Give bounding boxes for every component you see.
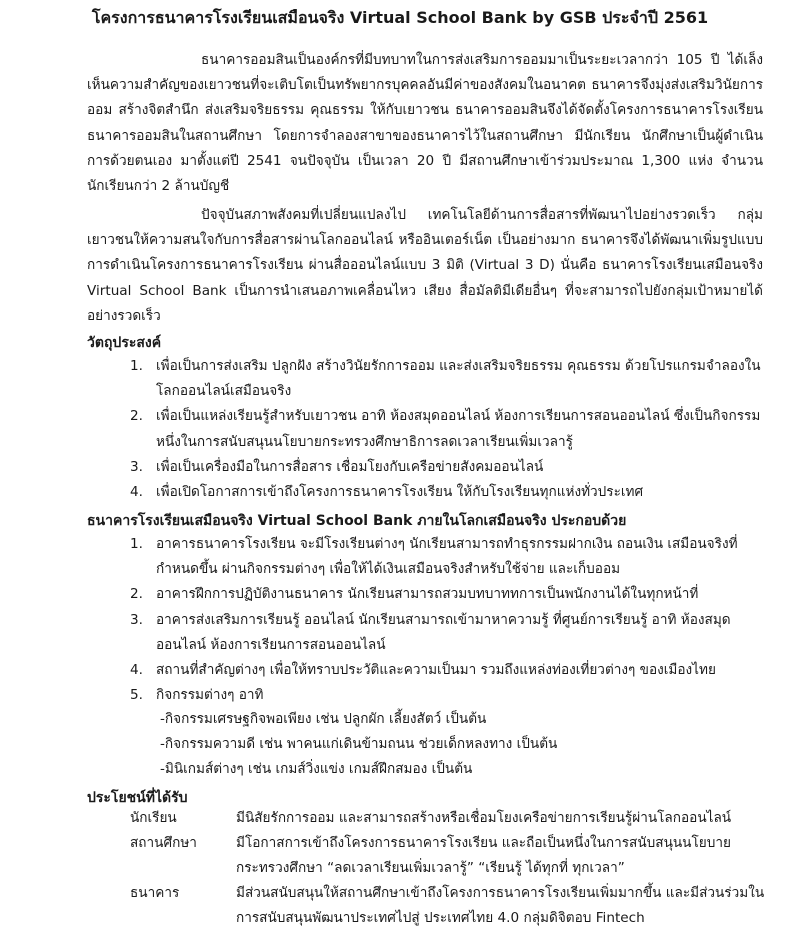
item-text: เพื่อเปิดโอกาสการเข้าถึงโครงการธนาคารโรงเรียน ให้กับโรงเรียนทุกแห่งทั่วประเทศ <box>156 484 644 501</box>
item-number: 5. <box>130 687 143 704</box>
item-number: 1. <box>130 536 143 552</box>
activity-sub-item: -กิจกรรมเศรษฐกิจพอเพียง เช่น ปลูกผัก เลี้ยงสัตว์ เป็นต้น <box>160 711 487 727</box>
item-number: 1. <box>130 358 143 374</box>
item-number: 3. <box>130 458 143 475</box>
benefit-text: มีโอกาสการเข้าถึงโครงการธนาคารโรงเรียน และถือเป็นหนึ่งในการสนับสนุนนโยบายกระทรวงศึกษา “ลดเวลาเรียนเพิ่มเวลารู้” “เรียนรู้ ได้ทุกที่ ทุกเวลา” <box>236 835 731 877</box>
item-text: เพื่อเป็นแหล่งเรียนรู้สำหรับเยาวชน อาทิ ห้องสมุดออนไลน์ ห้องการเรียนการสอนออนไลน์ ซึ่งเป็นกิจกรรมหนึ่งในการสนับสนุนนโยบายกระทรวงศึกษาธิการลดเวลาเรียนเพิ่มเวลารู้ <box>156 408 761 450</box>
list-item <box>130 658 770 683</box>
components-list <box>130 532 770 708</box>
item-text: อาคารธนาคารโรงเรียน จะมีโรงเรียนต่างๆ นักเรียนสามารถทำธุรกรรมฝากเงิน ถอนเงิน เสมือนจริงที่กำหนดขึ้น ผ่านกิจกรรมต่างๆ เพื่อให้ได้เงินเสมือนจริงสำหรับใช้จ่าย และเก็บออม <box>156 536 738 578</box>
activity-sub-item: -มินิเกมส์ต่างๆ เช่น เกมส์วิ่งแข่ง เกมส์ฝึกสมอง เป็นต้น <box>160 761 473 777</box>
list-item <box>130 532 770 582</box>
intro-paragraph-1 <box>87 48 763 199</box>
activity-sub-item: -กิจกรรมความดี เช่น พาคนแก่เดินข้ามถนน ช่วยเด็กหลงทาง เป็นต้น <box>160 736 558 752</box>
document-title: โครงการธนาคารโรงเรียนเสมือนจริง Virtual School Bank by GSB ประจำปี 2561 <box>91 8 709 27</box>
item-number: 4. <box>130 662 143 679</box>
item-text: เพื่อเป็นการส่งเสริม ปลูกฝัง สร้างวินัยรักการออม และส่งเสริมจริยธรรม คุณธรรม ด้วยโปรแกรมจำลองในโลกออนไลน์เสมือนจริง <box>156 358 761 400</box>
list-item <box>130 480 770 505</box>
list-item <box>130 608 770 658</box>
item-number: 2. <box>130 408 143 425</box>
item-number: 4. <box>130 484 143 501</box>
item-number: 2. <box>130 586 143 603</box>
benefit-text: มีส่วนสนับสนุนให้สถานศึกษาเข้าถึงโครงการธนาคารโรงเรียนเพิ่มมากขึ้น และมีส่วนร่วมในการสนับสนุนพัฒนาประเทศไปสู่ ประเทศไทย 4.0 กลุ่มดิจิตอบ Fintech <box>236 885 765 927</box>
list-item <box>130 683 770 708</box>
item-text: เพื่อเป็นเครื่องมือในการสื่อสาร เชื่อมโยงกับเครือข่ายสังคมออนไลน์ <box>156 458 544 475</box>
objectives-list <box>130 354 770 505</box>
item-text: อาคารฝึกการปฏิบัติงานธนาคาร นักเรียนสามารถสวมบทบาททการเป็นพนักงานได้ในทุกหน้าที่ <box>156 586 699 603</box>
list-item <box>130 582 770 607</box>
benefit-key: สถานศึกษา <box>130 835 197 851</box>
benefit-text: มีนิสัยรักการออม และสามารถสร้างหรือเชื่อมโยงเครือข่ายการเรียนรู้ผ่านโลกออนไลน์ <box>236 810 732 826</box>
benefits-heading: ประโยชน์ที่ได้รับ <box>87 790 188 806</box>
components-heading: ธนาคารโรงเรียนเสมือนจริง Virtual School Bank ภายในโลกเสมือนจริง ประกอบด้วย <box>87 513 627 529</box>
benefit-row-school <box>130 831 770 881</box>
intro-paragraph-2-text: ปัจจุบันสภาพสังคมที่เปลี่ยนแปลงไป เทคโนโลยีด้านการสื่อสารที่พัฒนาไปอย่างรวดเร็ว กลุ่มเยาวชนให้ความสนใจกับการสื่อสารผ่านโลกออนไลน์ หรืออินเตอร์เน็ต เป็นอย่างมาก ธนาคารจึงได้พัฒนาเพิ่มรูปแบบการดำเนินโครงการธนาคารโรงเรียน ผ่านสื่อออนไลน์แบบ 3 มิติ (Virtual 3 D) นั่นคือ ธนาคารโรงเรียนเสมือนจริง Virtual School Bank เป็นการนำเสนอภาพเคลื่อนไหว เสียง สื่อมัลติมีเดียอื่นๆ ที่จะสามารถไปยังกลุ่มเป้าหมายได้อย่างรวดเร็ว <box>87 207 763 324</box>
list-item <box>130 455 770 480</box>
item-text: กิจกรรมต่างๆ อาทิ <box>156 687 264 704</box>
benefit-key: นักเรียน <box>130 810 177 826</box>
benefit-row-student <box>130 806 770 831</box>
item-text: อาคารส่งเสริมการเรียนรู้ ออนไลน์ นักเรียนสามารถเข้ามาหาความรู้ ที่ศูนย์การเรียนรู้ อาทิ ห้องสมุดออนไลน์ ห้องการเรียนการสอนออนไลน์ <box>156 611 731 653</box>
intro-paragraph-2 <box>87 203 763 329</box>
item-number: 3. <box>130 611 143 628</box>
benefit-row-bank <box>130 881 770 931</box>
intro-paragraph-1-text: ธนาคารออมสินเป็นองค์กรที่มีบทบาทในการส่งเสริมการออมมาเป็นระยะเวลากว่า 105 ปี ได้เล็งเห็นความสำคัญของเยาวชนที่จะเติบโตเป็นทรัพยากรบุคคลอันมีค่าของสังคมในอนาคต ธนาคารจึงมุ่งส่งเสริมวินัยการออม สร้างจิตสำนึก ส่งเสริมจริยธรรม คุณธรรม ให้กับเยาวชน ธนาคารออมสินจึงได้จัดตั้งโครงการธนาคารโรงเรียน ธนาคารออมสินในสถานศึกษา โดยการจำลองสาขาของธนาคารไว้ในสถานศึกษา มีนักเรียน นักศึกษาเป็นผู้ดำเนินการด้วยตนเอง มาตั้งแต่ปี 2541 จนปัจจุบัน เป็นเวลา 20 ปี มีสถานศึกษาเข้าร่วมประมาณ 1,300 แห่ง จำนวนนักเรียนกว่า 2 ล้านบัญชี <box>87 52 763 195</box>
objectives-heading: วัตถุประสงค์ <box>87 335 162 351</box>
list-item <box>130 354 770 404</box>
list-item <box>130 404 770 454</box>
benefit-key: ธนาคาร <box>130 885 180 901</box>
item-text: สถานที่สำคัญต่างๆ เพื่อให้ทราบประวัติและความเป็นมา รวมถึงแหล่งท่องเที่ยวต่างๆ ของเมืองไทย <box>156 662 716 679</box>
